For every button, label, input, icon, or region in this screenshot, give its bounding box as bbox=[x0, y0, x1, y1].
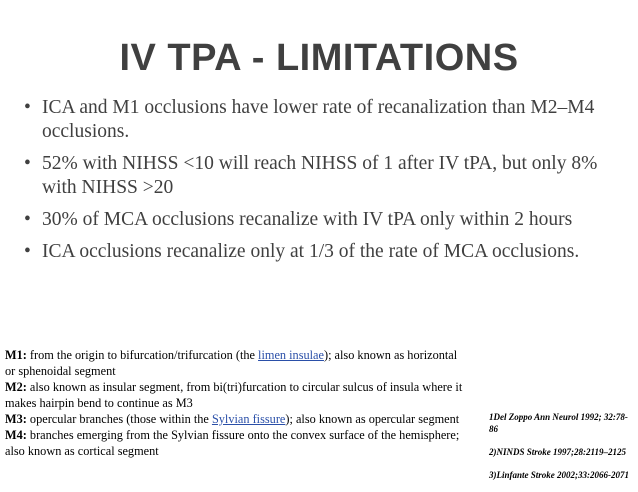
note-m4 bbox=[5, 427, 467, 459]
reference-item: 3)Linfante Stroke 2002;33:2066-2071 bbox=[489, 470, 629, 480]
bullet-marker: • bbox=[24, 97, 31, 118]
note-m1 bbox=[5, 347, 467, 379]
note-label: M3: bbox=[5, 412, 27, 426]
bullet-marker: • bbox=[24, 153, 31, 174]
note-text: branches emerging from the Sylvian fissure onto the convex surface of the hemisphere; also known as cortical segment bbox=[5, 428, 460, 458]
bullet-text: ICA occlusions recanalize only at 1/3 of the rate of MCA occlusions. bbox=[42, 241, 580, 262]
bullet-marker: • bbox=[24, 209, 31, 230]
bullet-text: ICA and M1 occlusions have lower rate of recanalization than M2–M4 occlusions. bbox=[42, 97, 595, 142]
note-label: M1: bbox=[5, 348, 27, 362]
references bbox=[489, 411, 634, 492]
sylvian-fissure-link[interactable]: Sylvian fissure bbox=[211, 412, 286, 426]
bullet-text: 30% of MCA occlusions recanalize with IV tPA only within 2 hours bbox=[42, 209, 573, 230]
note-label: M2: bbox=[5, 380, 27, 394]
bullet-text: 52% with NIHSS <10 will reach NIHSS of 1 after IV tPA, but only 8% with NIHSS >20 bbox=[42, 153, 598, 198]
note-text: ); also known as horizontal or sphenoidal segment bbox=[5, 348, 458, 378]
bullet-marker: • bbox=[24, 241, 31, 262]
note-text: from the origin to bifurcation/trifurcation (the bbox=[26, 348, 259, 362]
note-text: opercular branches (those within the bbox=[26, 412, 212, 426]
limen-insulae-link[interactable]: limen insulae bbox=[258, 348, 324, 362]
note-text: also known as insular segment, from bi(tri)furcation to circular sulcus of insula where it makes hairpin bend to continue as M3 bbox=[5, 380, 463, 410]
reference-item: 2)NINDS Stroke 1997;28:2119–2125 bbox=[489, 447, 627, 457]
note-m2 bbox=[5, 379, 467, 411]
bullet-list bbox=[24, 96, 614, 272]
bullet-item bbox=[24, 208, 614, 232]
bullet-item bbox=[24, 96, 614, 144]
note-text: ); also known as opercular segment bbox=[285, 412, 460, 426]
slide-title: IV TPA - LIMITATIONS bbox=[119, 37, 519, 79]
reference-item: 1Del Zoppo Ann Neurol 1992; 32:78-86 bbox=[489, 412, 628, 434]
note-m3 bbox=[5, 411, 467, 427]
bullet-item bbox=[24, 152, 614, 200]
bullet-item bbox=[24, 240, 614, 264]
note-label: M4: bbox=[5, 428, 27, 442]
segment-notes bbox=[5, 347, 467, 459]
